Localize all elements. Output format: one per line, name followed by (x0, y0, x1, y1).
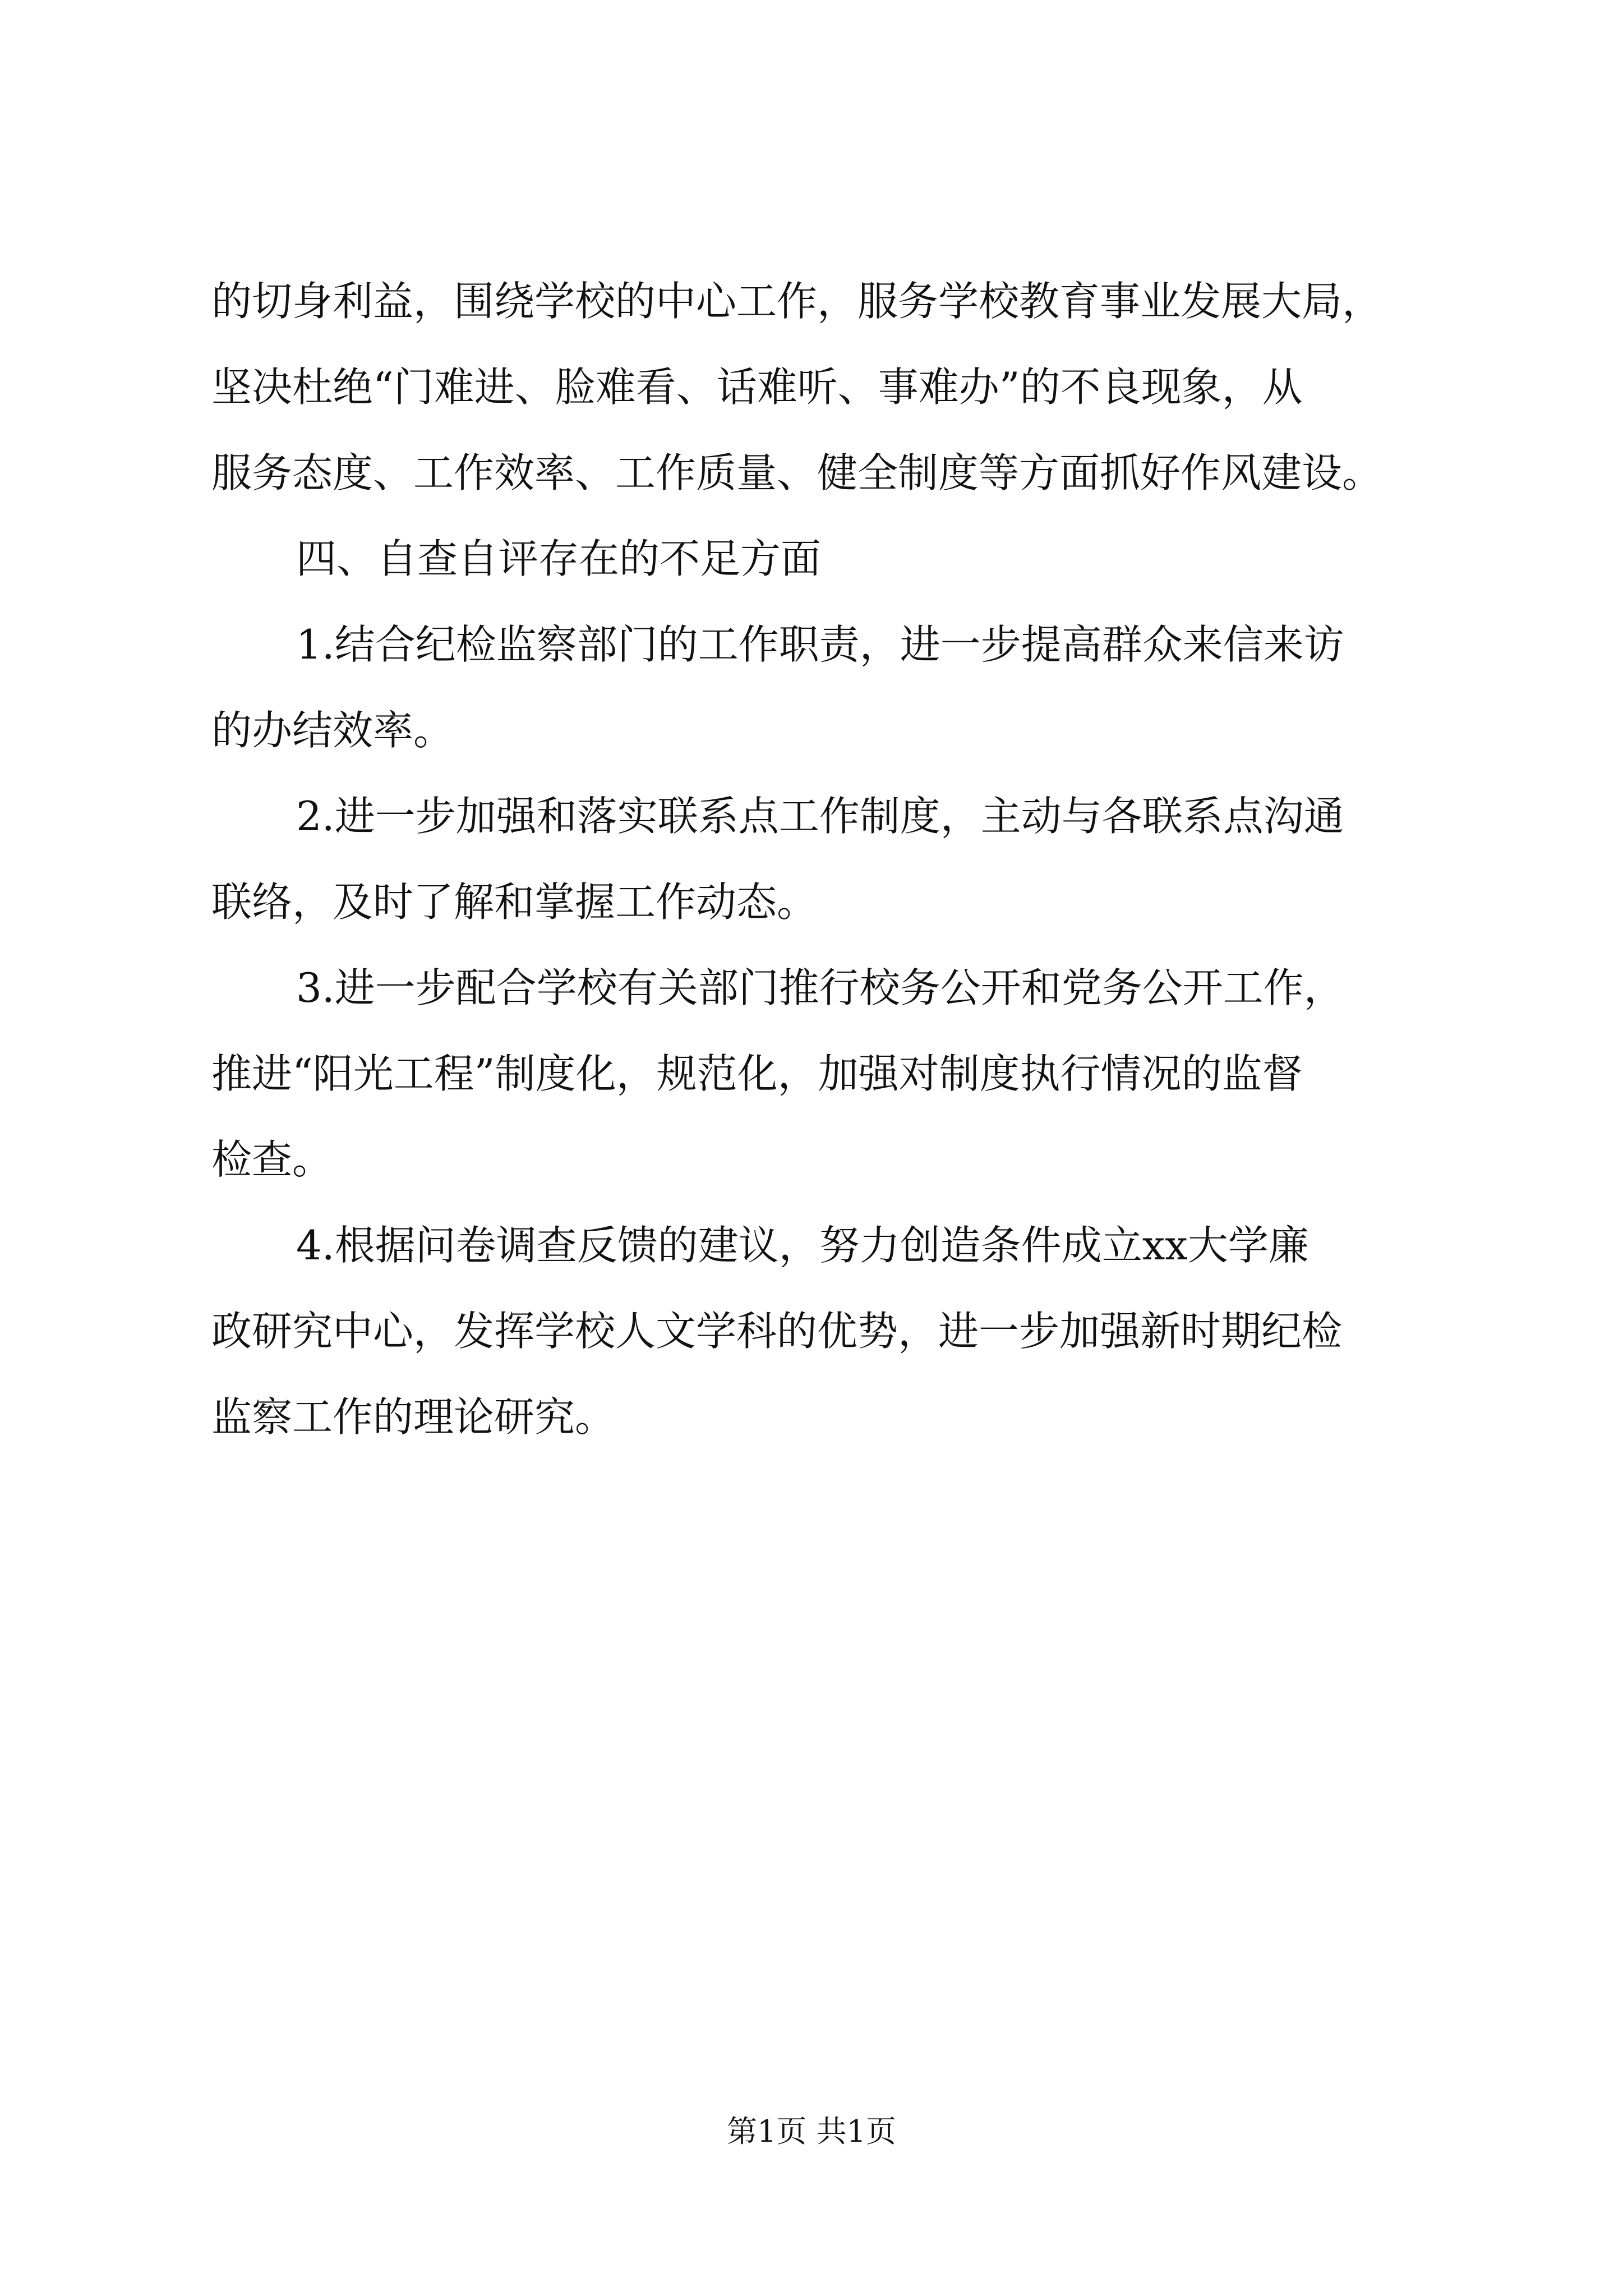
section-heading: 四、自查自评存在的不足方面 (296, 535, 822, 582)
page-footer: 第1页 共1页 (727, 2114, 896, 2149)
item-4-line-2: 政研究中心，发挥学校人文学科的优势，进一步加强新时期纪检 (211, 1308, 1343, 1355)
item-4-line-1: 4.根据问卷调查反馈的建议，努力创造条件成立xx大学廉 (296, 1222, 1309, 1269)
item-4-line-3: 监察工作的理论研究。 (211, 1393, 616, 1441)
paragraph-1-line-3: 服务态度、工作效率、工作质量、健全制度等方面抓好作风建设。 (211, 449, 1383, 496)
paragraph-1-line-2: 坚决杜绝“门难进、脸难看、话难听、事难办”的不良现象，从 (211, 364, 1303, 411)
item-2-line-2: 联络，及时了解和掌握工作动态。 (211, 878, 818, 926)
item-3-line-3: 检查。 (211, 1136, 333, 1183)
item-1-line-2: 的办结效率。 (211, 707, 454, 754)
item-3-line-2: 推进“阳光工程”制度化，规范化，加强对制度执行情况的监督 (211, 1050, 1303, 1097)
item-3-line-1: 3.进一步配合学校有关部门推行校务公开和党务公开工作， (296, 964, 1344, 1011)
item-2-line-1: 2.进一步加强和落实联系点工作制度，主动与各联系点沟通 (296, 793, 1344, 840)
paragraph-1-line-1: 的切身利益，围绕学校的中心工作，服务学校教育事业发展大局， (211, 278, 1383, 325)
item-1-line-1: 1.结合纪检监察部门的工作职责，进一步提高群众来信来访 (296, 621, 1344, 668)
